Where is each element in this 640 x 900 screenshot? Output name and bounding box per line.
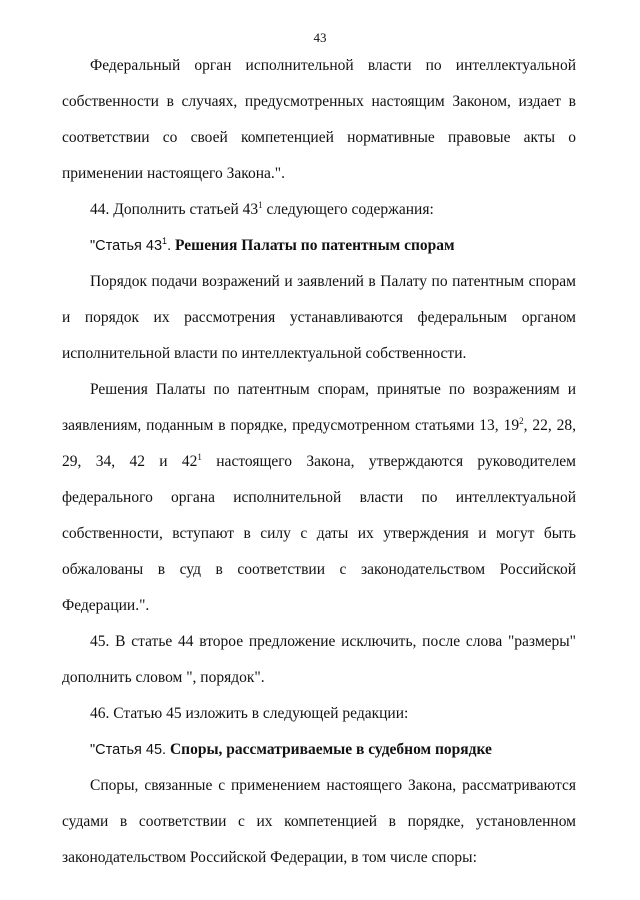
item-44-text-end: следующего содержания: <box>262 201 434 218</box>
decisions-superscript-1: 2 <box>519 415 524 426</box>
decisions-superscript-2: 1 <box>197 451 202 462</box>
page-number: 43 <box>313 30 327 45</box>
paragraph-item-46: 46. Статью 45 изложить в следующей редакции: <box>90 705 409 722</box>
article-45-heading <box>62 732 576 768</box>
paragraph-procedure: Порядок подачи возражений и заявлений в Палату по патентным спорам и порядок их рассмотрения устанавливаются федеральным органом исполнительной власти по интеллектуальной собственности. <box>62 273 576 362</box>
article-43-1-title: Решения Палаты по патентным спорам <box>171 237 455 254</box>
decisions-text-a: Решения Палаты по патентным спорам, принятые по возражениям и заявлениям, поданным в порядке, предусмотренном статьями 13, 19 <box>62 381 576 434</box>
paragraph-item-45: 45. В статье 44 второе предложение исключить, после слова "размеры" дополнить словом ", порядок". <box>62 633 576 686</box>
article-43-1-lead-dot: . <box>167 238 172 254</box>
item-44-superscript: 1 <box>258 199 263 210</box>
article-43-1-heading <box>62 228 576 264</box>
article-43-1-lead <box>90 238 171 254</box>
decisions-text-b: , 22, 28, 29, 34, 42 и 42 <box>62 417 577 470</box>
article-43-1-lead-text: "Статья 43 <box>90 238 163 254</box>
item-44-text: 44. Дополнить статьей 43 <box>90 201 259 218</box>
article-43-1-superscript: 1 <box>162 236 168 247</box>
paragraph-federal-organ: Федеральный орган исполнительной власти по интеллектуальной собственности в случаях, предусмотренных настоящим Законом, издает в соответствии со своей компетенцией нормативные правовые акты о применении настоящего Закона.". <box>62 57 576 182</box>
decisions-text-c: настоящего Закона, утверждаются руководителем федерального органа исполнительной власти по интеллектуальной собственности, вступают в силу с даты их утверждения и могут быть обжалованы в суд в соответствии с законодательством Российской Федерации.". <box>62 453 576 614</box>
article-45-lead: "Статья 45. <box>90 742 167 758</box>
paragraph-decisions <box>62 372 576 624</box>
paragraph-disputes: Споры, связанные с применением настоящего Закона, рассматриваются судами в соответствии с их компетенцией в порядке, установленном законодательством Российской Федерации, в том числе споры: <box>62 777 576 866</box>
document-body <box>62 48 576 876</box>
paragraph-item-44 <box>62 192 576 228</box>
article-45-title: Споры, рассматриваемые в судебном порядке <box>166 741 492 758</box>
